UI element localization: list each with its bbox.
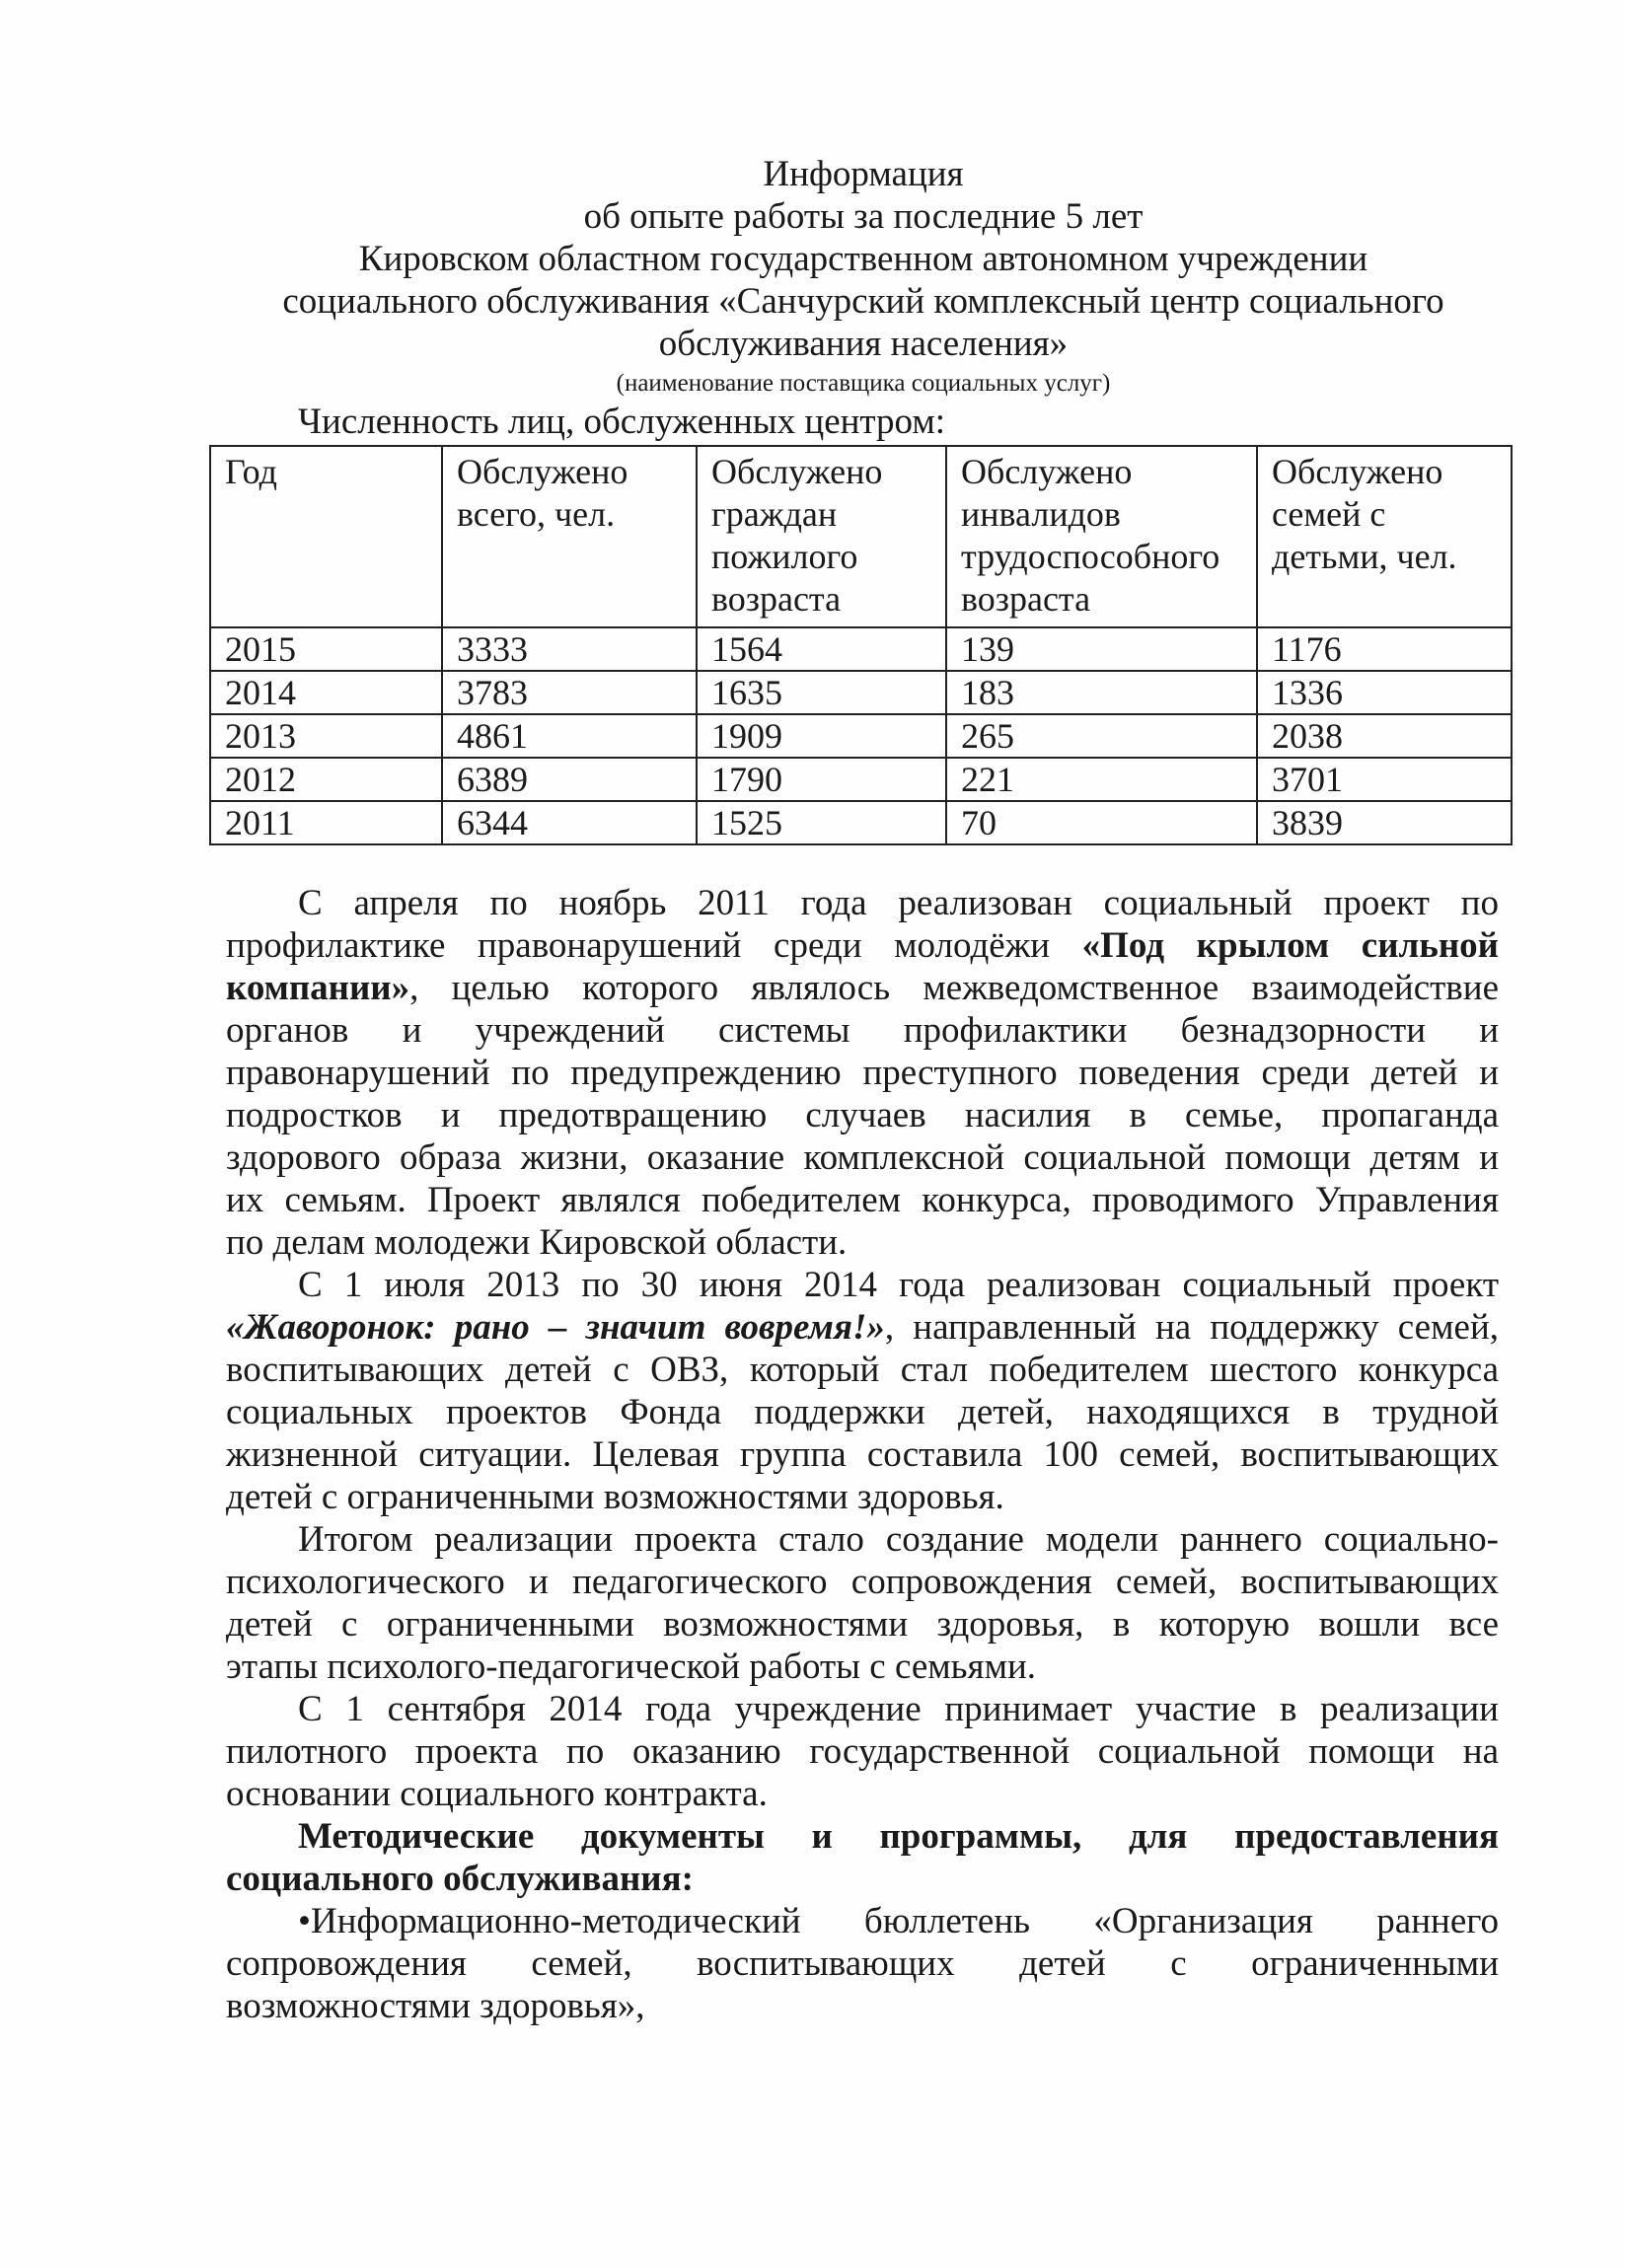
project-title-bold: «Под крылом сильной — [1081, 925, 1499, 966]
cell-total: 4861 — [442, 714, 697, 758]
bullet-item-line: сопровождения семей, воспитывающих детей с ограниченными — [226, 1943, 1499, 1984]
org-name-line-1: Кировском областном государственном автономном учреждении — [358, 239, 1368, 279]
section-heading: социального обслуживания: — [226, 1859, 694, 1899]
statistics-table — [209, 445, 1513, 845]
table-header-row — [210, 446, 1512, 627]
cell-disabled: 139 — [946, 627, 1257, 671]
cell-elderly: 1790 — [697, 758, 946, 801]
org-name-line-3: обслуживания населения» — [658, 324, 1069, 364]
header-year: Год — [210, 446, 442, 627]
cell-elderly: 1525 — [697, 801, 946, 844]
project-title-bold: компании» — [226, 968, 410, 1008]
project-title-bold-italic: «Жаворонок: рано – значит вовремя!» — [226, 1307, 885, 1348]
paragraph-1-line: правонарушений по предупреждению преступного поведения среди детей и — [226, 1053, 1499, 1093]
cell-families: 3839 — [1257, 801, 1512, 844]
doc-subtitle-line: об опыте работы за последние 5 лет — [583, 196, 1144, 237]
paragraph-2-line: детей с ограниченными возможностями здоровья. — [226, 1477, 1004, 1517]
paragraph-2-line: воспитывающих детей с ОВЗ, который стал победителем шестого конкурса — [226, 1350, 1499, 1390]
paragraph-2-line: жизненной ситуации. Целевая группа составила 100 семей, воспитывающих — [226, 1434, 1499, 1475]
cell-disabled: 221 — [946, 758, 1257, 801]
cell-families: 1336 — [1257, 671, 1512, 714]
paragraph-1-line: С апреля по ноябрь 2011 года реализован социальный проект по — [298, 883, 1499, 923]
paragraph-1-line: по делам молодежи Кировской области. — [226, 1222, 848, 1263]
cell-year: 2014 — [210, 671, 442, 714]
provider-caption: (наименование поставщика социальных услуг) — [616, 370, 1111, 397]
paragraph-4-line: основании социального контракта. — [226, 1774, 768, 1814]
paragraph-2-line: социальных проектов Фонда поддержки детей, находящихся в трудной — [226, 1392, 1499, 1432]
cell-families: 1176 — [1257, 627, 1512, 671]
table-row — [210, 671, 1512, 714]
paragraph-2-line: С 1 июля 2013 по 30 июня 2014 года реализован социальный проект — [298, 1265, 1499, 1305]
cell-year: 2013 — [210, 714, 442, 758]
header-elderly: Обслужено граждан пожилого возраста — [697, 446, 946, 627]
header-disabled: Обслужено инвалидов трудоспособного возраста — [946, 446, 1257, 627]
cell-families: 3701 — [1257, 758, 1512, 801]
paragraph-1-line: органов и учреждений системы профилактики безнадзорности и — [226, 1010, 1499, 1051]
cell-elderly: 1909 — [697, 714, 946, 758]
cell-families: 2038 — [1257, 714, 1512, 758]
header-families: Обслужено семей с детьми, чел. — [1257, 446, 1512, 627]
cell-total: 3783 — [442, 671, 697, 714]
paragraph-1-line: компании», целью которого являлось межведомственное взаимодействие — [226, 968, 1499, 1008]
table-row — [210, 627, 1512, 671]
paragraph-3-line: психологического и педагогического сопровождения семей, воспитывающих — [226, 1562, 1499, 1602]
cell-disabled: 183 — [946, 671, 1257, 714]
paragraph-1-line: здорового образа жизни, оказание комплексной социальной помощи детям и — [226, 1137, 1499, 1178]
bullet-item-line: •Информационно-методический бюллетень «Организация раннего — [298, 1901, 1499, 1941]
cell-total: 3333 — [442, 627, 697, 671]
doc-title: Информация — [763, 154, 964, 194]
cell-year: 2012 — [210, 758, 442, 801]
section-heading: Методические документы и программы, для предоставления — [298, 1816, 1499, 1857]
cell-year: 2015 — [210, 627, 442, 671]
bullet-item-line: возможностями здоровья», — [226, 1986, 645, 2026]
paragraph-4-line: пилотного проекта по оказанию государственной социальной помощи на — [226, 1731, 1499, 1772]
paragraph-4-line: С 1 сентября 2014 года учреждение принимает участие в реализации — [298, 1689, 1499, 1729]
paragraph-1-line: их семьям. Проект являлся победителем конкурса, проводимого Управления — [226, 1180, 1499, 1220]
cell-year: 2011 — [210, 801, 442, 844]
table-row — [210, 758, 1512, 801]
table-intro: Численность лиц, обслуженных центром: — [298, 402, 946, 442]
table-row — [210, 801, 1512, 844]
paragraph-1-line: подростков и предотвращению случаев насилия в семье, пропаганда — [226, 1095, 1499, 1135]
cell-total: 6344 — [442, 801, 697, 844]
cell-total: 6389 — [442, 758, 697, 801]
cell-disabled: 70 — [946, 801, 1257, 844]
paragraph-3-line: этапы психолого-педагогической работы с семьями. — [226, 1646, 1037, 1687]
org-name-line-2: социального обслуживания «Санчурский комплексный центр социального — [282, 281, 1444, 322]
header-total: Обслужено всего, чел. — [442, 446, 697, 627]
paragraph-3-line: Итогом реализации проекта стало создание модели раннего социально- — [298, 1519, 1499, 1560]
cell-elderly: 1564 — [697, 627, 946, 671]
paragraph-3-line: детей с ограниченными возможностями здоровья, в которую вошли все — [226, 1604, 1499, 1645]
paragraph-1-line: профилактике правонарушений среди молодёжи «Под крылом сильной — [226, 925, 1499, 966]
paragraph-2-line: «Жаворонок: рано – значит вовремя!», направленный на поддержку семей, — [226, 1307, 1499, 1348]
cell-elderly: 1635 — [697, 671, 946, 714]
cell-disabled: 265 — [946, 714, 1257, 758]
table-row — [210, 714, 1512, 758]
